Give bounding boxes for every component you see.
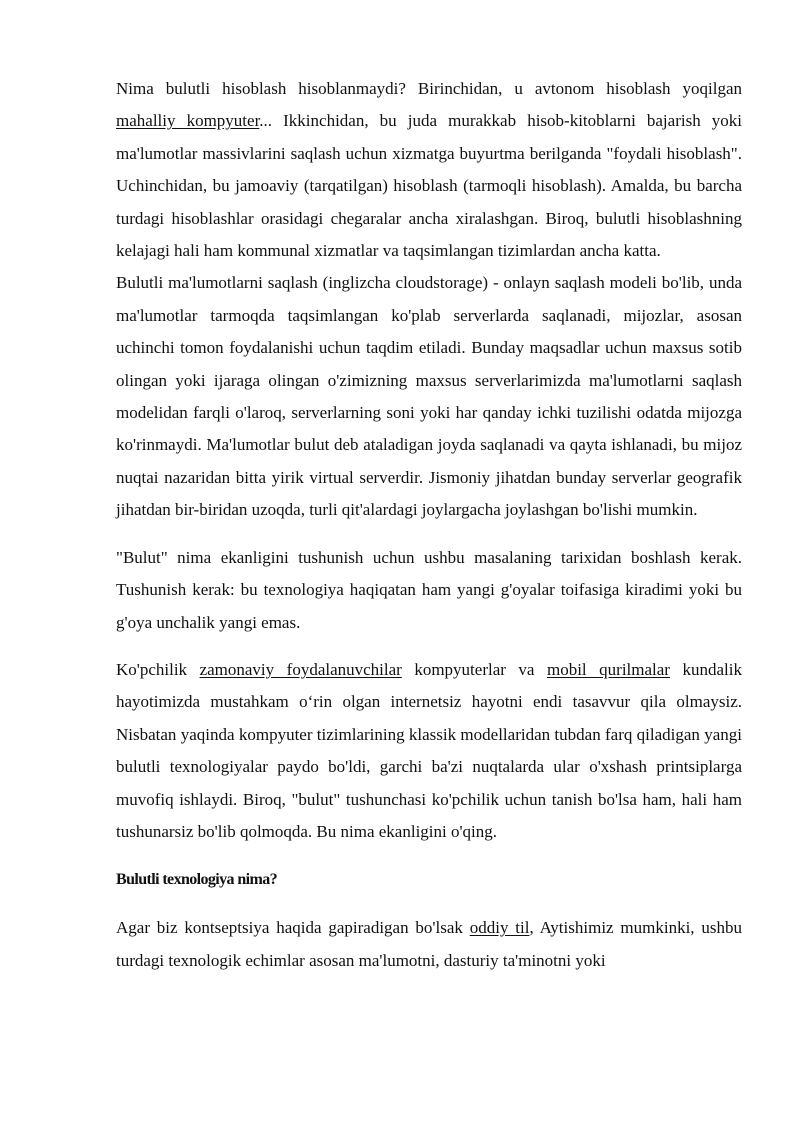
paragraph-4-text-c: kundalik hayotimizda mustahkam o‘rin olgan internetsiz hayotni endi tasavvur qila olmaysiz. Nisbatan yaqinda kompyuter tizimlarining klassik modellaridan tubdan farq qiladigan yangi bulutli texnologiyalar paydo bo'ldi, garchi ba'zi nuqtalarda ular o'xshash printsiplarga muvofiq ishlaydi. Biroq, "bulut" tushunchasi ko'pchilik uchun tanish bo'lsa ham, hali ham tushunarsiz bo'lib qolmoqda. Bu nima ekanligini o'qing.	[116, 659, 742, 841]
paragraph-1-text-b: ... Ikkinchidan, bu juda murakkab hisob-kitoblarni bajarish yoki ma'lumotlar massivlarini saqlash uchun xizmatga buyurtma berilganda "foydali hisoblash". Uchinchidan, bu jamoaviy (tarqatilgan) hisoblash (tarmoqli hisoblash). Amalda, bu barcha turdagi hisoblashlar orasidagi chegaralar ancha xiralashgan. Biroq, bulutli hisoblashning kelajagi hali ham kommunal xizmatlar va taqsimlangan tizimlardan ancha katta.	[116, 111, 743, 261]
paragraph-5-text-a: Agar biz kontseptsiya haqida gapiradigan bo'lsak	[116, 918, 470, 938]
paragraph-5	[116, 912, 742, 977]
link-zamonaviy-foydalanuvchilar[interactable]: zamonaviy foydalanuvchilar	[199, 659, 402, 679]
link-mahalliy-kompyuter[interactable]: mahalliy kompyuter	[116, 111, 260, 131]
section-heading: Bulutli texnologiya nima?	[116, 871, 278, 889]
link-oddiy-til[interactable]: oddiy til	[469, 918, 530, 938]
paragraph-5-text-b: , Aytishimiz mumkinki, ushbu turdagi texnologik echimlar asosan ma'lumotni, dasturiy ta'minotni yoki	[116, 918, 742, 970]
paragraph-4-text-a: Ko'pchilik	[116, 659, 200, 679]
paragraph-4	[116, 654, 742, 848]
paragraph-3: "Bulut" nima ekanligini tushunish uchun ushbu masalaning tarixidan boshlash kerak. Tushunish kerak: bu texnologiya haqiqatan ham yangi g'oyalar toifasiga kiradimi yoki bu g'oya unchalik yangi emas.	[116, 547, 742, 632]
link-mobil-qurilmalar[interactable]: mobil qurilmalar	[546, 659, 670, 679]
paragraph-2: Bulutli ma'lumotlarni saqlash (inglizcha cloudstorage) - onlayn saqlash modeli bo'lib, unda ma'lumotlar tarmoqda taqsimlangan ko'plab serverlarda saqlanadi, mijozlar, asosan uchinchi tomon foydalanishi uchun taqdim etiladi. Bunday maqsadlar uchun maxsus sotib olingan yoki ijaraga olingan o'zimizning maxsus serverlarimizda ma'lumotlarni saqlash modelidan farqli o'laroq, serverlarning soni yoki har qanday ichki tuzilishi odatda mijozga ko'rinmaydi. Ma'lumotlar bulut deb ataladigan joyda saqlanadi va qayta ishlanadi, bu mijoz nuqtai nazaridan bitta yirik virtual serverdir. Jismoniy jihatdan bunday serverlar geografik jihatdan bir-biridan uzoqda, turli qit'alardagi joylargacha joylashgan bo'lishi mumkin.	[116, 273, 742, 520]
paragraph-4-text-b: kompyuterlar va	[401, 659, 547, 679]
paragraph-1-text-a: Nima bulutli hisoblash hisoblanmaydi? Birinchidan, u avtonom hisoblash yoqilgan	[116, 79, 742, 98]
paragraph-1	[116, 73, 742, 267]
